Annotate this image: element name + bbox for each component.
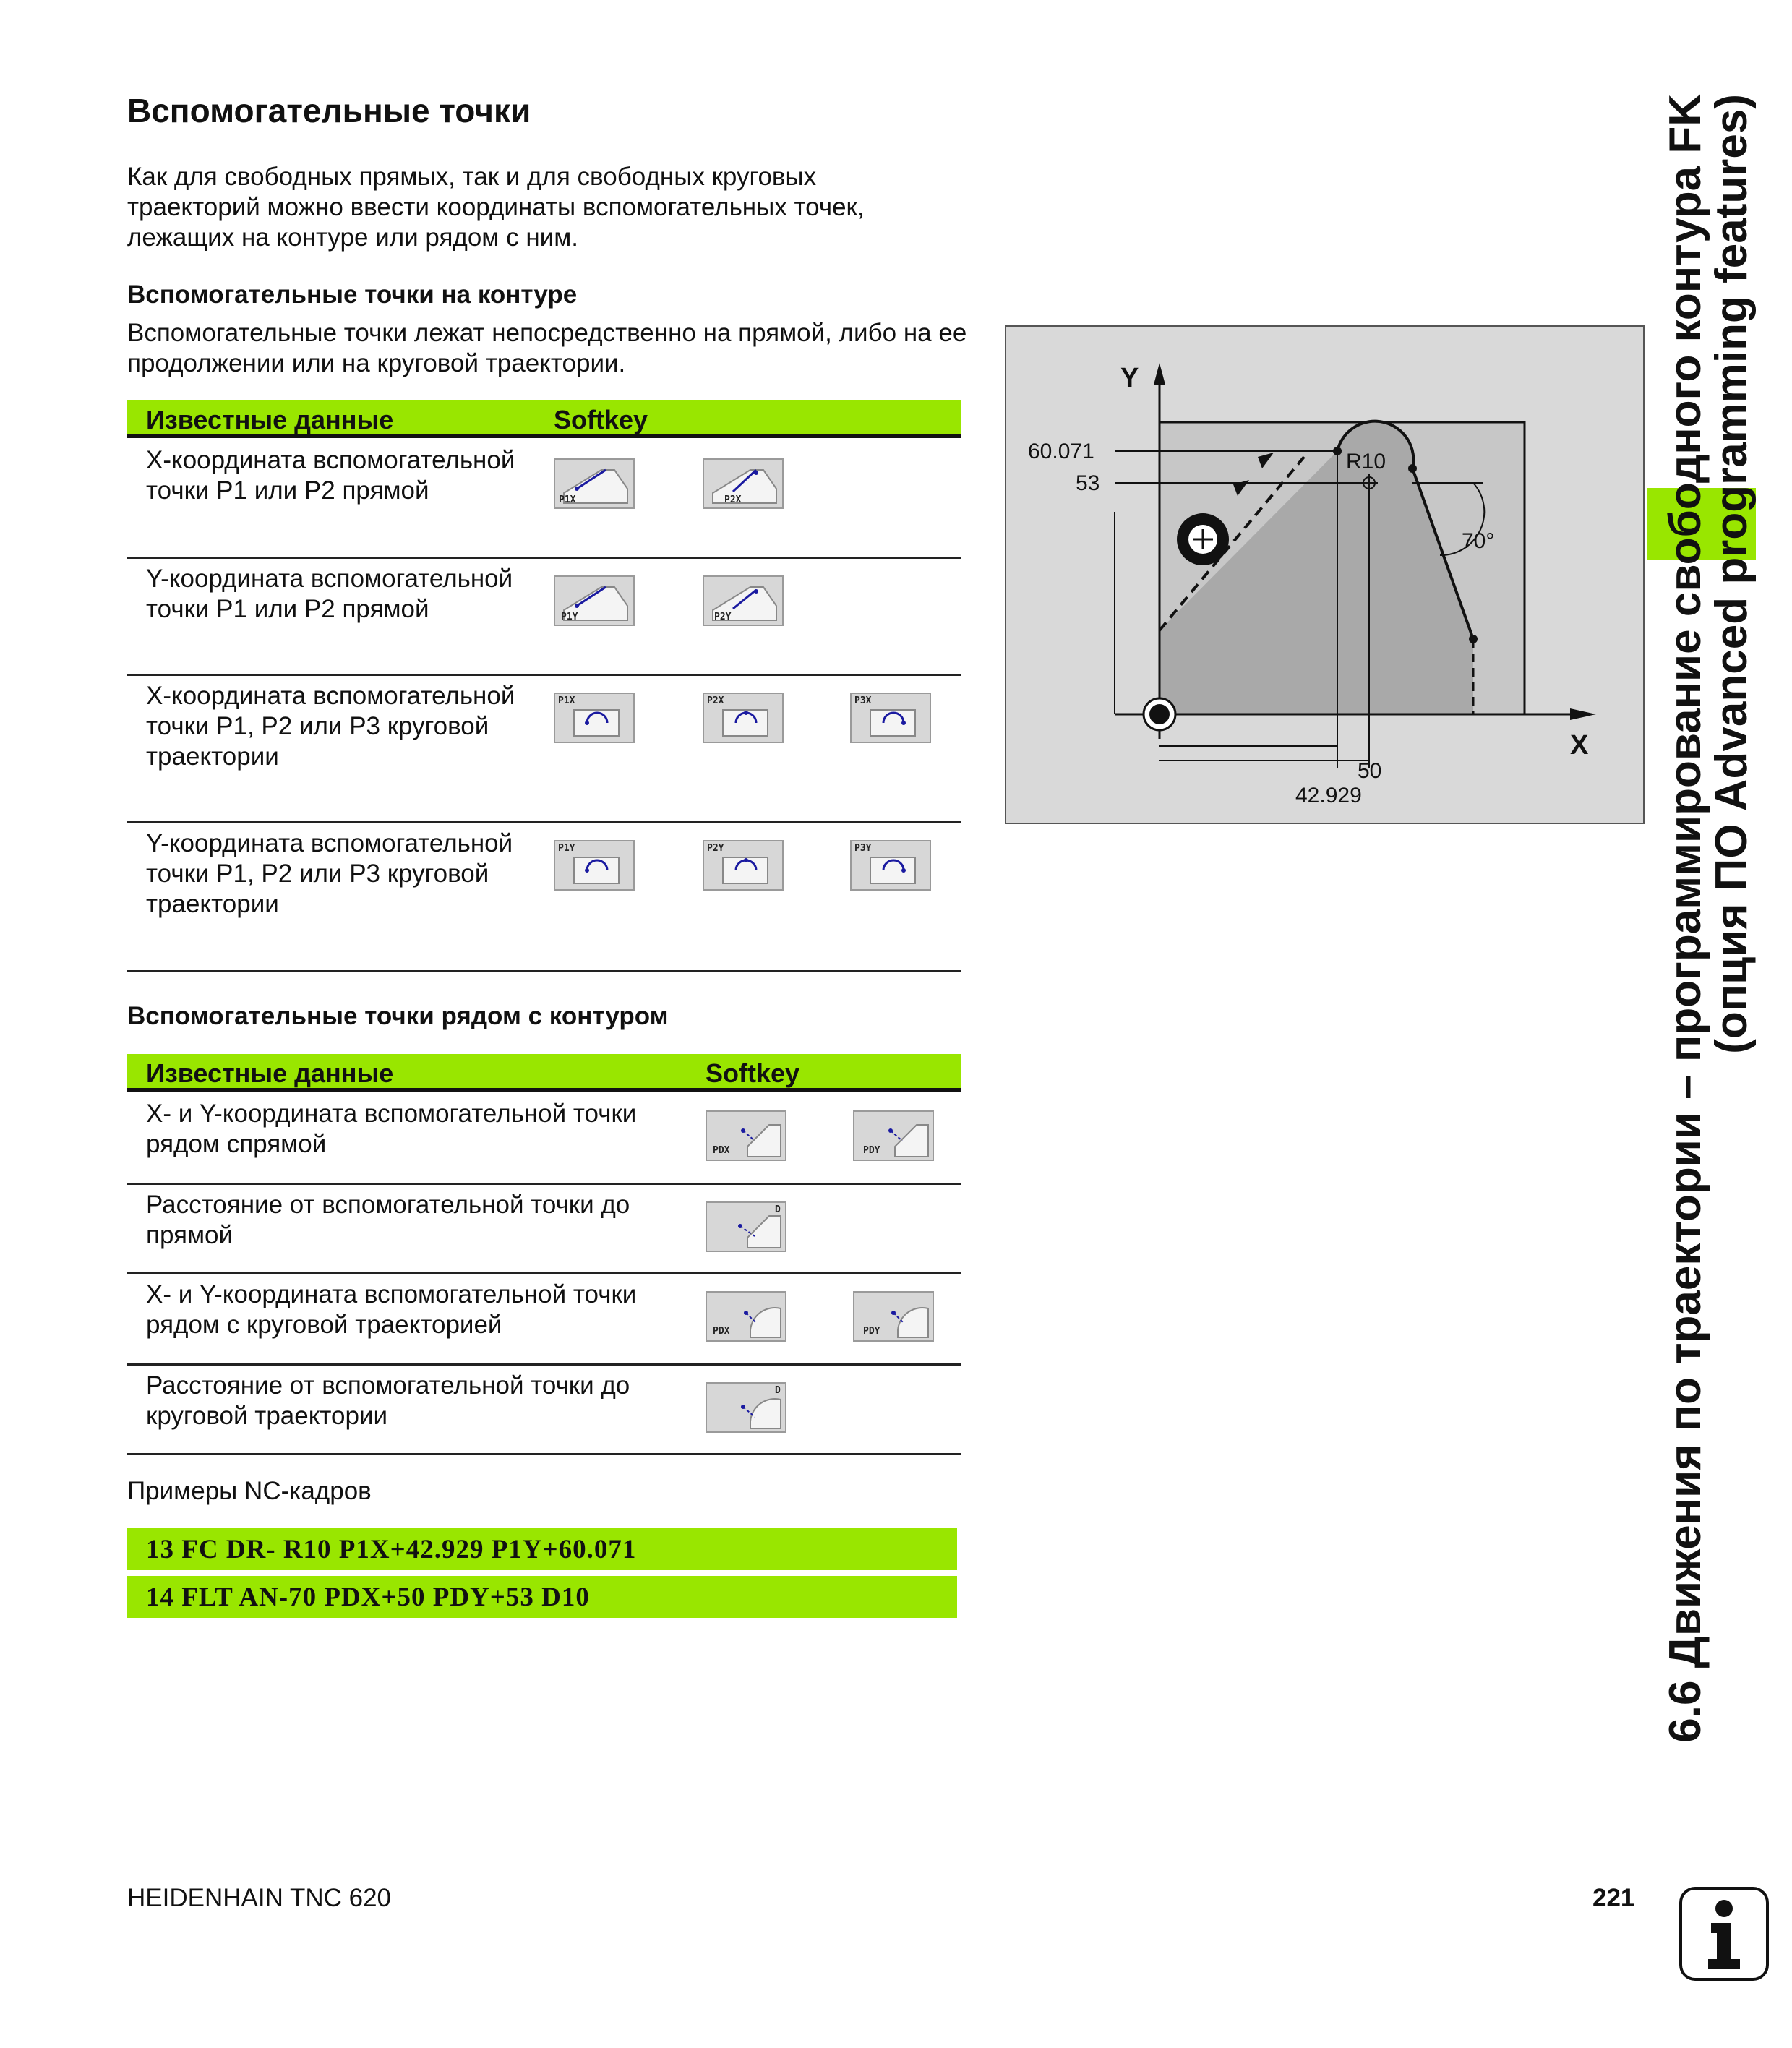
angle-label: 70° (1462, 529, 1495, 553)
y-axis-label: Y (1120, 363, 1139, 393)
dim-label-x1: 50 (1358, 759, 1382, 783)
table-header (127, 1054, 961, 1092)
softkey-d-line[interactable] (706, 1201, 786, 1252)
softkey-p3x-circle[interactable] (850, 693, 931, 743)
table-row (127, 438, 961, 559)
softkey-label: PDX (713, 1145, 730, 1156)
table-row (127, 1363, 961, 1455)
col-known-data: Известные данные (146, 1058, 394, 1088)
table-row (127, 821, 961, 972)
section-desc-on-contour: Вспомогательные точки лежат непосредственно на прямой, либо на ее продолжении или на круговой траектории. (127, 319, 967, 377)
nc-block (127, 1528, 957, 1570)
dim-label-y2: 53 (1076, 471, 1100, 495)
softkey-label: P2X (707, 695, 724, 706)
softkey-p1y-circle[interactable] (554, 840, 635, 891)
softkey-p2x-circle[interactable] (703, 693, 784, 743)
softkey-label: P3X (854, 695, 872, 706)
softkey-label: P1X (558, 695, 575, 706)
row-text: Y-координата вспомогательной точки P1 или P2 прямой (146, 565, 513, 623)
dim-label-x2: 42.929 (1295, 784, 1362, 807)
softkey-pdy-circle[interactable] (853, 1291, 934, 1342)
pd-point (1469, 635, 1478, 643)
row-text: Y-координата вспомогательной точки P1, P2 или P3 круговой траектории (146, 829, 513, 918)
softkey-p3y-circle[interactable] (850, 840, 931, 891)
softkey-label: D (775, 1204, 781, 1215)
row-text: X-координата вспомогательной точки P1, P2 или P3 круговой траектории (146, 682, 515, 771)
row-text: Расстояние от вспомогательной точки до прямой (146, 1191, 630, 1249)
page-number: 221 (1592, 1884, 1635, 1912)
softkey-p1y-line[interactable] (554, 575, 635, 626)
table-row (127, 1272, 961, 1366)
col-known-data: Известные данные (146, 405, 394, 434)
softkey-label: PDY (863, 1145, 880, 1156)
softkey-p1x-circle[interactable] (554, 693, 635, 743)
nc-block-text: 14 FLT AN-70 PDX+50 PDY+53 D10 (146, 1582, 590, 1612)
col-softkey: Softkey (554, 405, 648, 434)
nc-block-text: 13 FC DR- R10 P1X+42.929 P1Y+60.071 (146, 1535, 637, 1564)
softkey-label: P1X (559, 494, 576, 505)
softkey-label: P1Y (558, 843, 575, 854)
radius-label: R10 (1346, 450, 1386, 474)
chapter-title-line1: 6.6 Движения по траектории – программирование свободного контура FK (1660, 94, 1710, 1743)
table-header (127, 400, 961, 438)
contour-figure (1005, 325, 1645, 824)
row-text: X- и Y-координата вспомогательной точки рядом спрямой (146, 1100, 637, 1158)
table-row (127, 1183, 961, 1274)
page-heading: Вспомогательные точки (127, 92, 531, 129)
x-axis-label: X (1570, 730, 1589, 760)
softkey-label: P3Y (854, 843, 872, 854)
col-softkey: Softkey (706, 1058, 800, 1088)
softkey-label: PDY (863, 1326, 880, 1337)
section-title-near-contour: Вспомогательные точки рядом с контуром (127, 1002, 669, 1030)
softkey-pdx-line[interactable] (706, 1110, 786, 1161)
section-title-on-contour: Вспомогательные точки на контуре (127, 280, 578, 309)
table-row (127, 674, 961, 823)
table-row (127, 557, 961, 676)
softkey-d-circle[interactable] (706, 1382, 786, 1433)
table-row (127, 1092, 961, 1185)
nc-block (127, 1576, 957, 1618)
row-text: X- и Y-координата вспомогательной точки рядом с круговой траекторией (146, 1280, 637, 1339)
softkey-p1x-line[interactable] (554, 458, 635, 509)
info-icon (1679, 1887, 1769, 1981)
softkey-p2y-line[interactable] (703, 575, 784, 626)
softkey-p2y-circle[interactable] (703, 840, 784, 891)
intro-paragraph: Как для свободных прямых, так и для свободных круговых траекторий можно ввести координаты вспомогательных точек, лежащих на контуре или рядом с ним. (127, 163, 865, 252)
softkey-label: D (775, 1385, 781, 1396)
softkey-p2x-line[interactable] (703, 458, 784, 509)
row-text: Расстояние от вспомогательной точки до круговой траектории (146, 1371, 630, 1430)
examples-label: Примеры NC-кадров (127, 1477, 372, 1505)
softkey-pdx-circle[interactable] (706, 1291, 786, 1342)
contour-drawing (1006, 327, 1646, 826)
footer-product: HEIDENHAIN TNC 620 (127, 1884, 392, 1912)
chapter-title-line2: (опция ПО Advanced programming features) (1707, 94, 1757, 1054)
chapter-title (1660, 94, 1778, 1865)
softkey-label: P2Y (707, 843, 724, 854)
softkey-label: P2Y (714, 612, 732, 622)
softkey-label: P2X (724, 494, 742, 505)
softkey-label: P1Y (561, 612, 578, 622)
softkey-label: PDX (713, 1326, 730, 1337)
row-text: X-координата вспомогательной точки P1 или P2 прямой (146, 446, 515, 505)
dim-label-y1: 60.071 (1028, 440, 1094, 463)
softkey-pdy-line[interactable] (853, 1110, 934, 1161)
